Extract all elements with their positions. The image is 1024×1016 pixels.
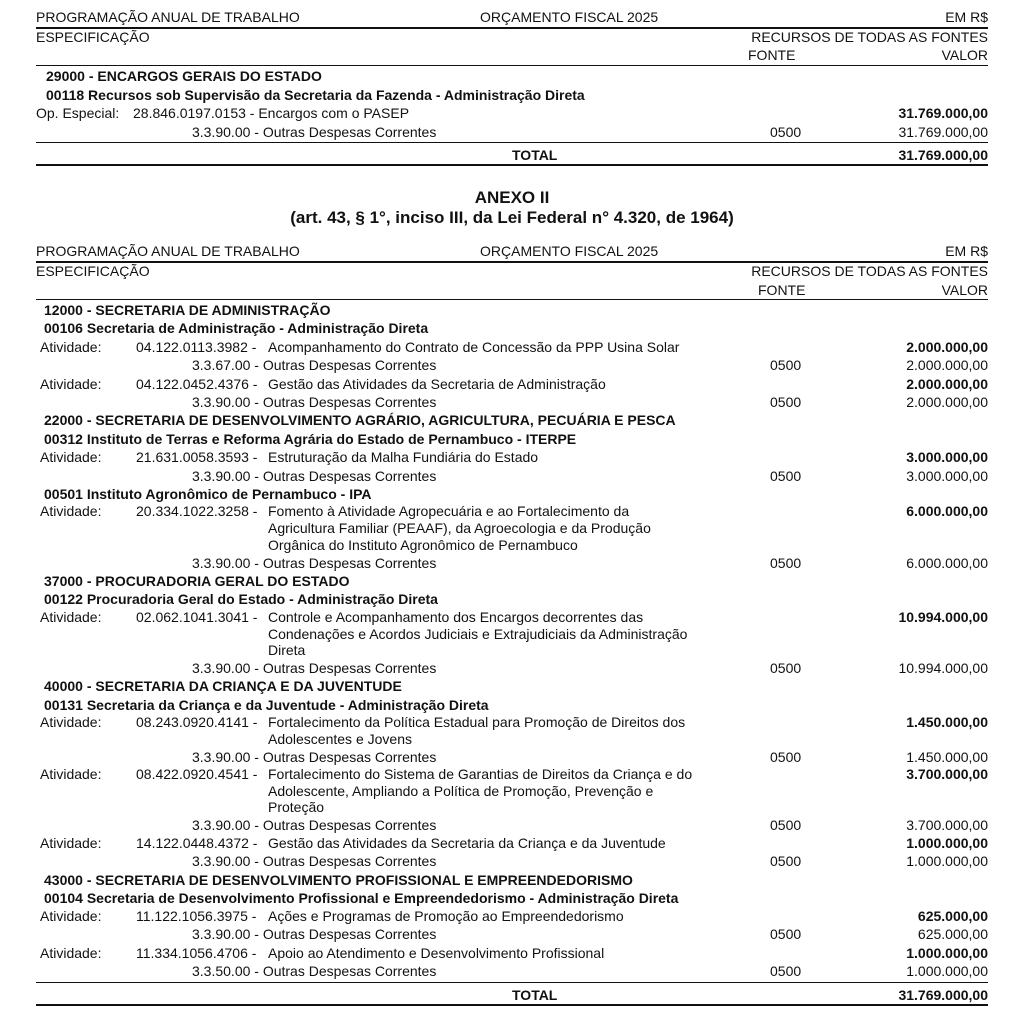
activity-description: Acompanhamento do Contrato de Concessão da PPP Usina Solar: [268, 339, 680, 355]
activity-description: Orgânica do Instituto Agronômico de Pernambuco: [268, 537, 578, 553]
activity-label: Atividade:: [40, 766, 102, 782]
org-heading: 12000 - SECRETARIA DE ADMINISTRAÇÃO: [44, 302, 331, 318]
activity-value: 6.000.000,00: [906, 503, 988, 519]
valor-header: VALOR: [941, 282, 988, 298]
activity-label: Atividade:: [40, 339, 102, 355]
activity-value: 1.450.000,00: [906, 714, 988, 730]
expense-value: 1.000.000,00: [906, 853, 988, 869]
org-heading: 43000 - SECRETARIA DE DESENVOLVIMENTO PROFISSIONAL E EMPREENDEDORISMO: [44, 872, 633, 888]
expense-fonte: 0500: [770, 394, 802, 410]
program-title: PROGRAMAÇÃO ANUAL DE TRABALHO: [36, 9, 300, 25]
expense-description: 3.3.90.00 - Outras Despesas Correntes: [192, 926, 437, 942]
expense-fonte: 0500: [770, 853, 802, 869]
unit-heading: 00118 Recursos sob Supervisão da Secretaria da Fazenda - Administração Direta: [46, 87, 585, 103]
org-heading: 29000 - ENCARGOS GERAIS DO ESTADO: [46, 68, 322, 84]
expense-description: 3.3.90.00 - Outras Despesas Correntes: [192, 749, 437, 765]
expense-fonte: 0500: [770, 926, 802, 942]
fonte-header: FONTE: [758, 282, 806, 298]
annex-title: ANEXO II: [474, 188, 550, 207]
activity-label: Atividade:: [40, 714, 102, 730]
unit-heading: 00501 Instituto Agronômico de Pernambuco - IPA: [44, 486, 372, 502]
activity-code: 08.422.0920.4541 -: [136, 766, 258, 782]
activity-value: 2.000.000,00: [906, 376, 988, 392]
annex-subtitle: (art. 43, § 1°, inciso III, da Lei Federal n° 4.320, de 1964): [290, 208, 734, 227]
divider: [36, 142, 988, 143]
activity-description: Gestão das Atividades da Secretaria da Criança e da Juventude: [268, 835, 666, 851]
unit-heading: 00122 Procuradoria Geral do Estado - Administração Direta: [44, 591, 438, 607]
activity-description: Agricultura Familiar (PEAAF), da Agroecologia e da Produção: [268, 520, 651, 536]
activity-code: 08.243.0920.4141 -: [136, 714, 258, 730]
org-heading: 37000 - PROCURADORIA GERAL DO ESTADO: [44, 573, 350, 589]
activity-description: Apoio ao Atendimento e Desenvolvimento Profissional: [268, 945, 605, 961]
expense-fonte: 0500: [770, 124, 802, 140]
budget-title: ORÇAMENTO FISCAL 2025: [480, 9, 659, 25]
activity-description: Controle e Acompanhamento dos Encargos decorrentes das: [268, 609, 644, 625]
activity-description: Adolescentes e Jovens: [268, 731, 412, 747]
activity-code: 04.122.0113.3982 -: [136, 339, 257, 355]
org-heading: 22000 - SECRETARIA DE DESENVOLVIMENTO AGRÁRIO, AGRICULTURA, PECUÁRIA E PESCA: [44, 412, 676, 428]
expense-fonte: 0500: [770, 660, 802, 676]
expense-description: 3.3.90.00 - Outras Despesas Correntes: [192, 853, 437, 869]
activity-label: Atividade:: [40, 945, 102, 961]
expense-description: 3.3.90.00 - Outras Despesas Correntes: [192, 394, 437, 410]
expense-fonte: 0500: [770, 749, 802, 765]
expense-value: 31.769.000,00: [898, 124, 988, 140]
activity-description: Adolescente, Ampliando a Política de Promoção, Prevenção e: [268, 783, 654, 799]
expense-value: 10.994.000,00: [898, 660, 988, 676]
op-description: 28.846.0197.0153 - Encargos com o PASEP: [133, 105, 410, 121]
activity-label: Atividade:: [40, 609, 102, 625]
spec-header: ESPECIFICAÇÃO: [36, 29, 150, 45]
activity-description: Fomento à Atividade Agropecuária e ao Fortalecimento da: [268, 503, 630, 519]
expense-fonte: 0500: [770, 468, 802, 484]
activity-code: 20.334.1022.3258 -: [136, 503, 258, 519]
org-heading: 40000 - SECRETARIA DA CRIANÇA E DA JUVENTUDE: [44, 678, 402, 694]
activity-value: 1.000.000,00: [906, 835, 988, 851]
expense-description: 3.3.90.00 - Outras Despesas Correntes: [192, 555, 437, 571]
activity-value: 3.000.000,00: [906, 449, 988, 465]
activity-description: Fortalecimento do Sistema de Garantias de Direitos da Criança e do: [268, 766, 693, 782]
activity-description: Ações e Programas de Promoção ao Empreendedorismo: [268, 908, 624, 924]
activity-value: 2.000.000,00: [906, 339, 988, 355]
unit-heading: 00312 Instituto de Terras e Reforma Agrária do Estado de Pernambuco - ITERPE: [44, 431, 577, 447]
op-value: 31.769.000,00: [898, 105, 988, 121]
divider: [36, 164, 988, 166]
activity-label: Atividade:: [40, 503, 102, 519]
currency-unit: EM R$: [945, 9, 988, 25]
resources-header: RECURSOS DE TODAS AS FONTES: [751, 29, 988, 45]
expense-value: 3.000.000,00: [906, 468, 988, 484]
activity-value: 3.700.000,00: [906, 766, 988, 782]
budget-title: ORÇAMENTO FISCAL 2025: [480, 243, 659, 259]
expense-description: 3.3.50.00 - Outras Despesas Correntes: [192, 963, 437, 979]
activity-code: 02.062.1041.3041 -: [136, 609, 258, 625]
total-value: 31.769.000,00: [898, 987, 988, 1003]
activity-label: Atividade:: [40, 376, 102, 392]
expense-description: 3.3.67.00 - Outras Despesas Correntes: [192, 357, 437, 373]
activity-description: Fortalecimento da Política Estadual para Promoção de Direitos dos: [268, 714, 686, 730]
activity-code: 04.122.0452.4376 -: [136, 376, 258, 392]
activity-label: Atividade:: [40, 449, 102, 465]
divider: [36, 299, 988, 300]
fonte-header: FONTE: [748, 47, 796, 63]
activity-value: 625.000,00: [917, 908, 988, 924]
activity-code: 11.334.1056.4706 -: [136, 945, 257, 961]
currency-unit: EM R$: [945, 243, 988, 259]
activity-description: Gestão das Atividades da Secretaria de Administração: [268, 376, 606, 392]
activity-label: Atividade:: [40, 908, 102, 924]
activity-label: Atividade:: [40, 835, 102, 851]
spec-header: ESPECIFICAÇÃO: [36, 263, 150, 279]
unit-heading: 00106 Secretaria de Administração - Administração Direta: [44, 320, 429, 336]
unit-heading: 00131 Secretaria da Criança e da Juventude - Administração Direta: [44, 697, 489, 713]
expense-fonte: 0500: [770, 357, 802, 373]
expense-description: 3.3.90.00 - Outras Despesas Correntes: [192, 660, 437, 676]
expense-value: 1.450.000,00: [906, 749, 988, 765]
total-label: TOTAL: [512, 147, 558, 163]
op-label: Op. Especial:: [36, 105, 120, 121]
activity-description: Proteção: [268, 799, 325, 815]
expense-value: 3.700.000,00: [906, 817, 988, 833]
program-title: PROGRAMAÇÃO ANUAL DE TRABALHO: [36, 243, 300, 259]
expense-fonte: 0500: [770, 555, 802, 571]
expense-value: 2.000.000,00: [906, 357, 988, 373]
activity-code: 21.631.0058.3593 -: [136, 449, 258, 465]
expense-fonte: 0500: [770, 817, 802, 833]
unit-heading: 00104 Secretaria de Desenvolvimento Profissional e Empreendedorismo - Administração Direta: [44, 890, 679, 906]
activity-code: 14.122.0448.4372 -: [136, 835, 258, 851]
expense-description: 3.3.90.00 - Outras Despesas Correntes: [192, 124, 437, 140]
activity-code: 11.122.1056.3975 -: [136, 908, 257, 924]
expense-description: 3.3.90.00 - Outras Despesas Correntes: [192, 817, 437, 833]
total-value: 31.769.000,00: [898, 147, 988, 163]
activity-description: Estruturação da Malha Fundiária do Estado: [268, 449, 539, 465]
expense-value: 6.000.000,00: [906, 555, 988, 571]
total-label: TOTAL: [512, 987, 558, 1003]
expense-description: 3.3.90.00 - Outras Despesas Correntes: [192, 468, 437, 484]
expense-value: 1.000.000,00: [906, 963, 988, 979]
expense-value: 2.000.000,00: [906, 394, 988, 410]
expense-fonte: 0500: [770, 963, 802, 979]
valor-header: VALOR: [941, 47, 988, 63]
expense-value: 625.000,00: [917, 926, 988, 942]
activity-value: 10.994.000,00: [898, 609, 988, 625]
divider: [36, 65, 988, 66]
divider: [36, 1004, 988, 1006]
divider: [36, 982, 988, 983]
activity-description: Condenações e Acordos Judiciais e Extrajudiciais da Administração: [268, 626, 688, 642]
resources-header: RECURSOS DE TODAS AS FONTES: [751, 263, 988, 279]
activity-description: Direta: [268, 642, 306, 658]
activity-value: 1.000.000,00: [906, 945, 988, 961]
